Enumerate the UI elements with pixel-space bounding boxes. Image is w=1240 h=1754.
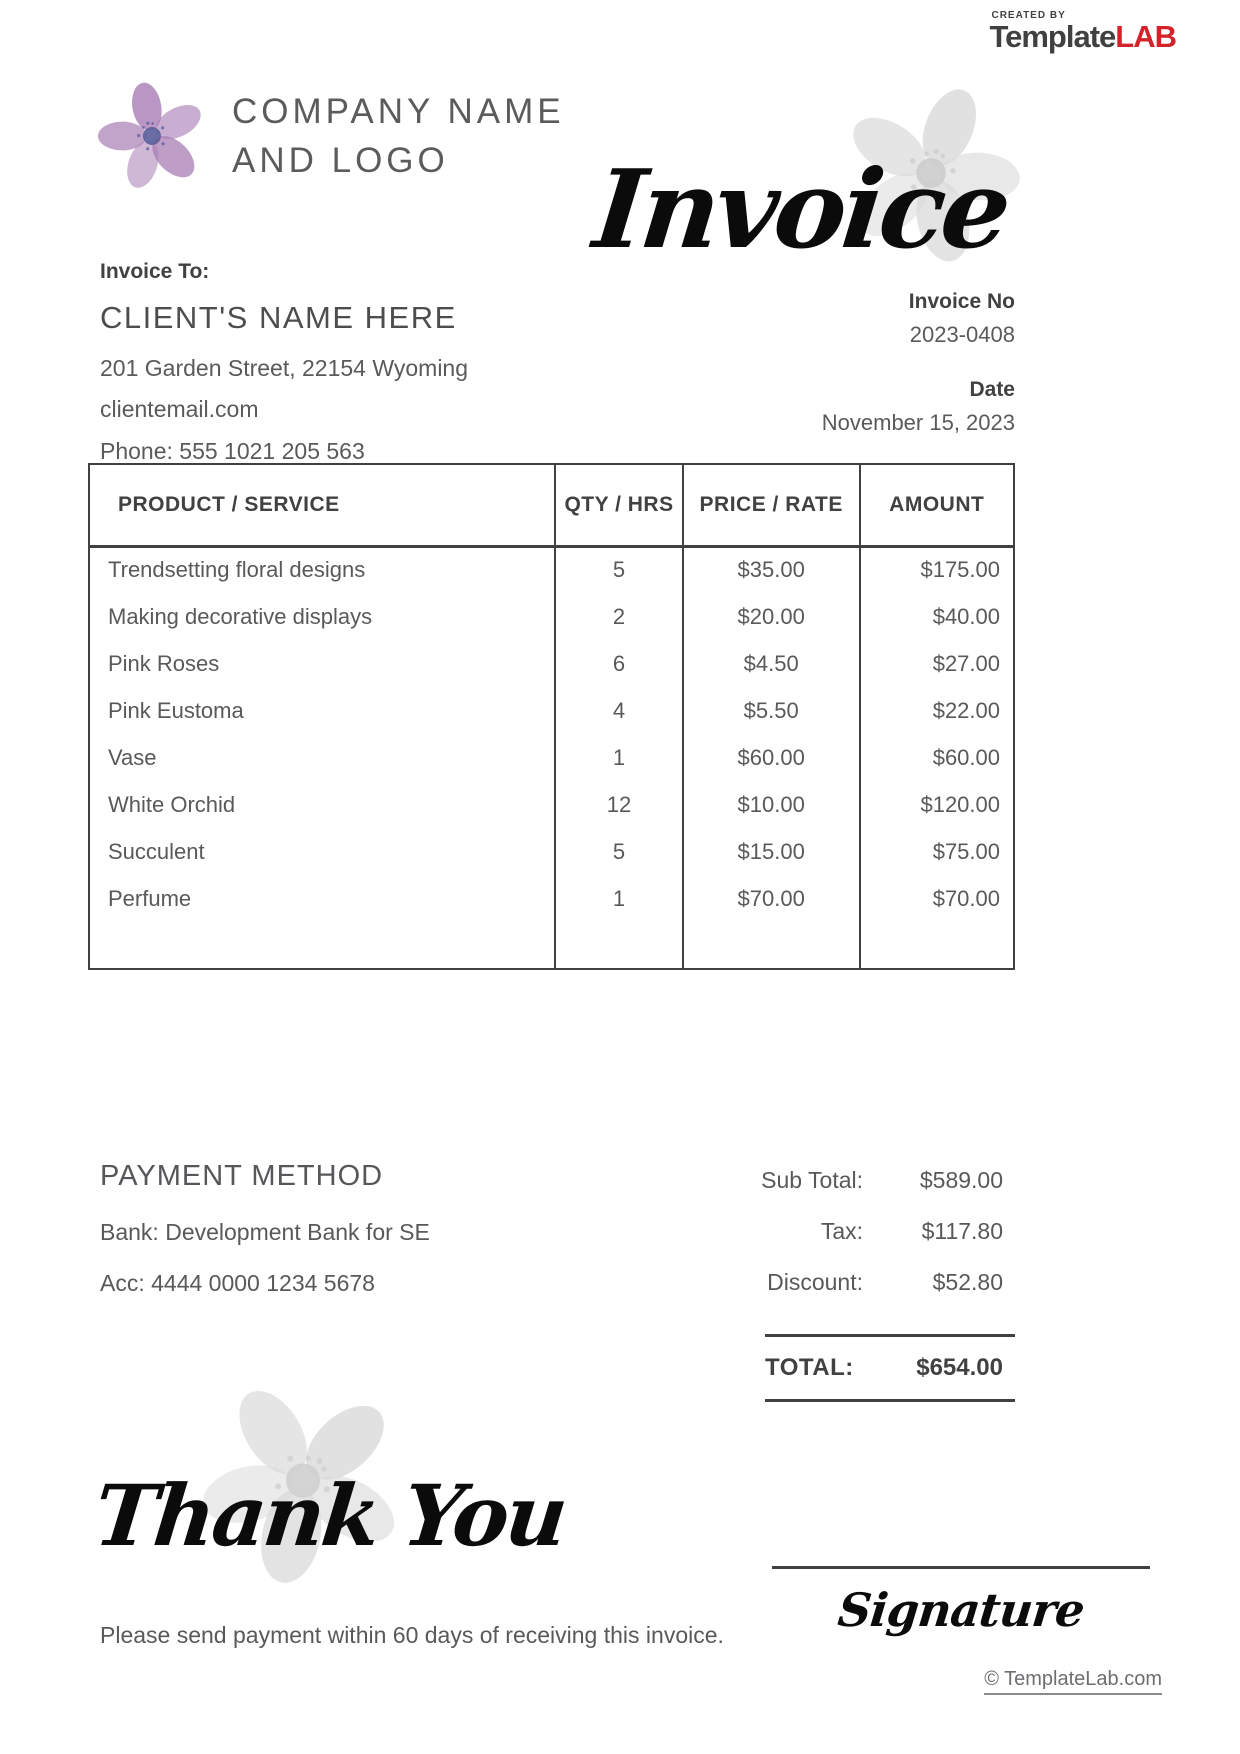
copyright-link[interactable]: © TemplateLab.com bbox=[984, 1668, 1162, 1695]
client-name: CLIENT'S NAME HERE bbox=[100, 300, 457, 335]
templatelab-logo bbox=[989, 10, 1176, 52]
cell-amount: $175.00 bbox=[860, 546, 1014, 593]
cell-amount: $75.00 bbox=[860, 828, 1014, 875]
table-row bbox=[89, 593, 1014, 640]
brand-name bbox=[989, 21, 1176, 52]
client-phone: Phone: 555 1021 205 563 bbox=[100, 437, 365, 464]
tax-value: $117.80 bbox=[921, 1218, 1003, 1244]
cell-price: $35.00 bbox=[683, 546, 860, 593]
grand-total-value: $654.00 bbox=[916, 1354, 1003, 1381]
subtotal-label: Sub Total: bbox=[761, 1167, 863, 1193]
payment-bank: Bank: Development Bank for SE bbox=[100, 1219, 430, 1245]
table-row bbox=[89, 640, 1014, 687]
table-row bbox=[89, 734, 1014, 781]
tax-row bbox=[680, 1218, 1015, 1245]
invoice-no-label: Invoice No bbox=[908, 290, 1015, 313]
subtotal-value: $589.00 bbox=[919, 1167, 1003, 1193]
signature-label: Signature bbox=[835, 1583, 1087, 1637]
company-header bbox=[98, 82, 565, 190]
cell-qty: 12 bbox=[555, 781, 683, 828]
cell-amount: $70.00 bbox=[860, 875, 1014, 922]
cell-product: Vase bbox=[108, 744, 157, 770]
cell-price: $60.00 bbox=[683, 734, 860, 781]
tax-label: Tax: bbox=[820, 1218, 863, 1244]
header-amount: AMOUNT bbox=[860, 464, 1014, 546]
header-qty-hrs: QTY / HRS bbox=[555, 464, 683, 546]
cell-product: Making decorative displays bbox=[108, 603, 373, 629]
discount-label: Discount: bbox=[767, 1269, 863, 1295]
cell-product: Pink Roses bbox=[108, 650, 220, 676]
subtotal-row bbox=[680, 1167, 1015, 1194]
discount-row bbox=[680, 1269, 1015, 1296]
grand-total-label: TOTAL: bbox=[765, 1354, 854, 1381]
cell-price: $15.00 bbox=[683, 828, 860, 875]
thank-you-block bbox=[89, 1378, 570, 1583]
bill-to-block bbox=[100, 260, 468, 476]
cell-price: $4.50 bbox=[683, 640, 860, 687]
cell-qty: 5 bbox=[555, 546, 683, 593]
date-value: November 15, 2023 bbox=[821, 410, 1015, 435]
discount-value: $52.80 bbox=[932, 1269, 1003, 1295]
totals-block bbox=[680, 1167, 1015, 1402]
table-row bbox=[89, 828, 1014, 875]
cell-amount: $40.00 bbox=[860, 593, 1014, 640]
cell-qty: 6 bbox=[555, 640, 683, 687]
table-row bbox=[89, 687, 1014, 734]
cell-price: $5.50 bbox=[683, 687, 860, 734]
cell-price: $70.00 bbox=[683, 875, 860, 922]
invoice-table bbox=[88, 463, 1015, 970]
cell-product: Succulent bbox=[108, 838, 205, 864]
brand-name-primary: Template bbox=[989, 19, 1116, 54]
cell-qty: 1 bbox=[555, 875, 683, 922]
payment-terms-note: Please send payment within 60 days of receiving this invoice. bbox=[100, 1622, 724, 1648]
header-product-service: PRODUCT / SERVICE bbox=[89, 464, 555, 546]
client-email: clientemail.com bbox=[100, 396, 259, 423]
table-row bbox=[89, 875, 1014, 922]
cell-product: Perfume bbox=[108, 885, 192, 911]
table-row bbox=[89, 781, 1014, 828]
client-address: 201 Garden Street, 22154 Wyoming bbox=[100, 355, 469, 381]
cell-product: White Orchid bbox=[108, 791, 236, 817]
company-name bbox=[232, 87, 565, 185]
purple-flower-icon bbox=[98, 82, 206, 190]
cell-price: $10.00 bbox=[683, 781, 860, 828]
table-filler-row bbox=[89, 922, 1014, 969]
header-price-rate: PRICE / RATE bbox=[683, 464, 860, 546]
cell-amount: $27.00 bbox=[860, 640, 1014, 687]
table-row bbox=[89, 546, 1014, 593]
created-by-text: CREATED BY bbox=[991, 10, 1066, 21]
invoice-no-value: 2023-0408 bbox=[909, 322, 1015, 347]
payment-account: Acc: 4444 0000 1234 5678 bbox=[100, 1270, 375, 1296]
signature-block bbox=[772, 1566, 1150, 1637]
invoice-to-label: Invoice To: bbox=[100, 260, 210, 283]
grand-total-row bbox=[765, 1334, 1015, 1402]
company-name-line1: COMPANY NAME bbox=[232, 92, 565, 131]
cell-price: $20.00 bbox=[683, 593, 860, 640]
cell-product: Pink Eustoma bbox=[108, 697, 244, 723]
page-title: Invoice bbox=[588, 147, 1013, 273]
invoice-title-block bbox=[585, 70, 1055, 273]
table-header-row bbox=[89, 464, 1014, 546]
cell-qty: 4 bbox=[555, 687, 683, 734]
date-label: Date bbox=[969, 378, 1015, 401]
payment-method-block bbox=[100, 1160, 430, 1321]
invoice-table-body bbox=[89, 546, 1014, 922]
cell-amount: $22.00 bbox=[860, 687, 1014, 734]
invoice-info bbox=[100, 260, 1015, 476]
cell-qty: 5 bbox=[555, 828, 683, 875]
cell-amount: $120.00 bbox=[860, 781, 1014, 828]
signature-line bbox=[772, 1566, 1150, 1569]
invoice-meta-block bbox=[822, 260, 1015, 476]
cell-qty: 1 bbox=[555, 734, 683, 781]
company-name-line2: AND LOGO bbox=[232, 141, 449, 180]
cell-product: Trendsetting floral designs bbox=[108, 557, 366, 583]
thank-you-text: Thank You bbox=[89, 1466, 570, 1565]
brand-name-accent: LAB bbox=[1115, 19, 1176, 54]
payment-method-heading: PAYMENT METHOD bbox=[100, 1160, 384, 1192]
cell-qty: 2 bbox=[555, 593, 683, 640]
cell-amount: $60.00 bbox=[860, 734, 1014, 781]
